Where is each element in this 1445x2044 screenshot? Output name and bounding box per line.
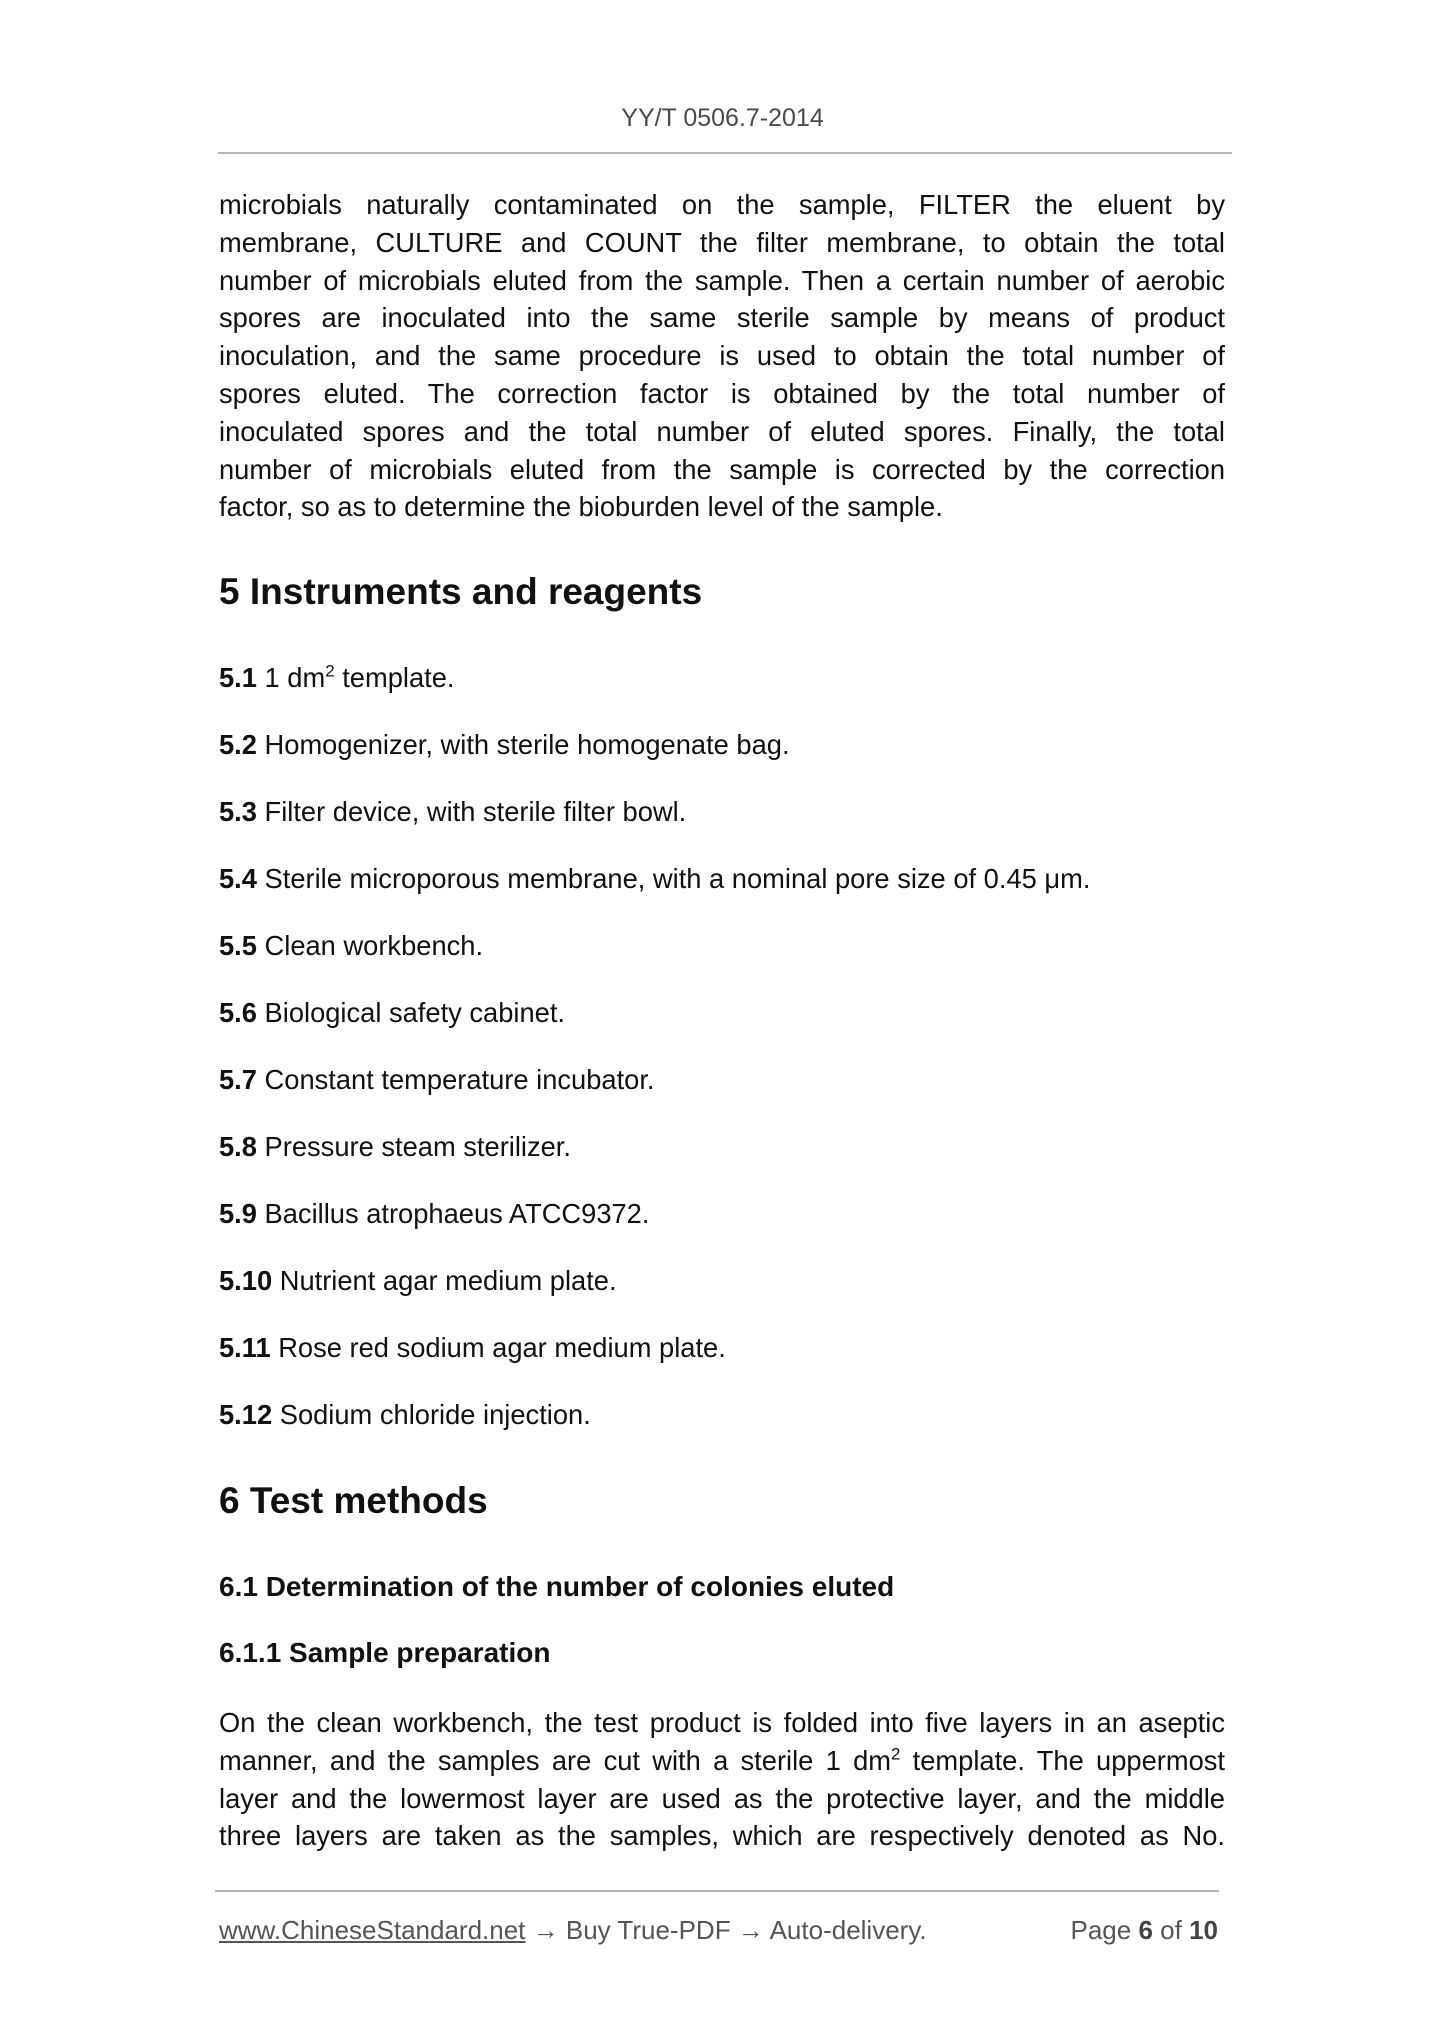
page-label: Page [1070, 1915, 1132, 1945]
paragraph-line: number of microbials eluted from the sample is corrected by the correction [219, 453, 1225, 485]
item-number: 5.12 [219, 1399, 273, 1430]
item-text: 1 dm [264, 662, 326, 693]
list-item-5-12 [219, 1398, 1225, 1432]
paragraph-line: microbials naturally contaminated on the sample, FILTER the eluent by [219, 189, 1225, 220]
item-text: Pressure steam sterilizer. [264, 1131, 571, 1162]
superscript: 2 [890, 1744, 901, 1764]
arrow-right-icon: → [737, 1915, 764, 1945]
item-text: Homogenizer, with sterile homogenate bag. [264, 729, 790, 760]
paragraph-line-last: factor, so as to determine the bioburden level of the sample. [219, 491, 943, 523]
item-number: 5.11 [219, 1332, 271, 1363]
item-number: 5.9 [219, 1198, 257, 1229]
item-text: Bacillus atrophaeus ATCC9372. [264, 1198, 650, 1229]
item-text: Filter device, with sterile filter bowl. [264, 796, 687, 827]
footer-divider [215, 1890, 1219, 1892]
paragraph-line: spores eluted. The correction factor is obtained by the total number of [219, 377, 1225, 409]
item-text: Constant temperature incubator. [264, 1064, 655, 1095]
subsection-heading-6-1-1: 6.1.1 Sample preparation [219, 1637, 551, 1668]
chinese-standard-link[interactable]: www.ChineseStandard.net [219, 1915, 526, 1945]
item-number: 5.6 [219, 997, 257, 1028]
section-heading-5: 5 Instruments and reagents [219, 571, 703, 612]
item-text: Rose red sodium agar medium plate. [278, 1332, 726, 1363]
item-number: 5.3 [219, 796, 257, 827]
item-text: Sterile microporous membrane, with a nominal pore size of 0.45 μm. [264, 863, 1091, 894]
footer-promo [219, 1914, 927, 1946]
page-indicator [1070, 1914, 1218, 1946]
item-text: Clean workbench. [264, 930, 484, 961]
item-number: 5.4 [219, 863, 257, 894]
list-item-5-10 [219, 1264, 1225, 1298]
line-text: template. The uppermost [900, 1744, 1225, 1776]
paragraph-line: spores are inoculated into the same sterile sample by means of product [219, 302, 1225, 334]
item-number: 5.2 [219, 729, 257, 760]
item-number: 5.8 [219, 1131, 257, 1162]
list-item-5-6 [219, 996, 1225, 1030]
list-item-5-2 [219, 728, 1225, 762]
item-text: Sodium chloride injection. [279, 1399, 591, 1430]
item-text: Nutrient agar medium plate. [279, 1265, 617, 1296]
section-heading-6: 6 Test methods [219, 1480, 488, 1521]
list-item-5-3 [219, 795, 1225, 829]
page-current: 6 [1138, 1915, 1153, 1945]
page-header: YY/T 0506.7-2014 [621, 104, 824, 132]
list-item-5-4 [219, 862, 1225, 896]
sample-preparation-paragraph [219, 1704, 1225, 1855]
footer-step-delivery: Auto-delivery. [763, 1915, 927, 1945]
page-total: 10 [1189, 1915, 1218, 1945]
item-text: Biological safety cabinet. [264, 997, 565, 1028]
list-item-5-9 [219, 1197, 1225, 1231]
item-number: 5.7 [219, 1064, 257, 1095]
item-number: 5.5 [219, 930, 257, 961]
of-label: of [1160, 1915, 1182, 1945]
item-text-post: template. [334, 662, 455, 693]
list-item-5-7 [219, 1063, 1225, 1097]
paragraph-line: layer and the lowermost layer are used as the protective layer, and the middle [219, 1782, 1225, 1814]
list-item-5-5 [219, 929, 1225, 963]
header-divider [218, 152, 1232, 154]
footer-step-buy: Buy True-PDF [558, 1915, 738, 1945]
paragraph-line: inoculated spores and the total number of eluted spores. Finally, the total [219, 415, 1225, 447]
item-number: 5.1 [219, 662, 257, 693]
paragraph-line: membrane, CULTURE and COUNT the filter membrane, to obtain the total [219, 226, 1225, 258]
list-item-5-1 [219, 661, 1225, 695]
list-item-5-11 [219, 1331, 1225, 1365]
intro-paragraph [219, 186, 1225, 526]
superscript: 2 [325, 661, 335, 681]
line-text: manner, and the samples are cut with a sterile 1 dm [219, 1744, 891, 1776]
subsection-heading-6-1: 6.1 Determination of the number of colonies eluted [219, 1571, 895, 1602]
paragraph-line: On the clean workbench, the test product is folded into five layers in an aseptic [219, 1707, 1225, 1738]
paragraph-line: inoculation, and the same procedure is used to obtain the total number of [219, 340, 1225, 372]
paragraph-line: number of microbials eluted from the sample. Then a certain number of aerobic [219, 264, 1225, 296]
paragraph-line [219, 1742, 1225, 1780]
paragraph-line: three layers are taken as the samples, which are respectively denoted as No. [219, 1820, 1225, 1852]
item-number: 5.10 [219, 1265, 273, 1296]
list-item-5-8 [219, 1130, 1225, 1164]
arrow-right-icon: → [532, 1915, 559, 1945]
